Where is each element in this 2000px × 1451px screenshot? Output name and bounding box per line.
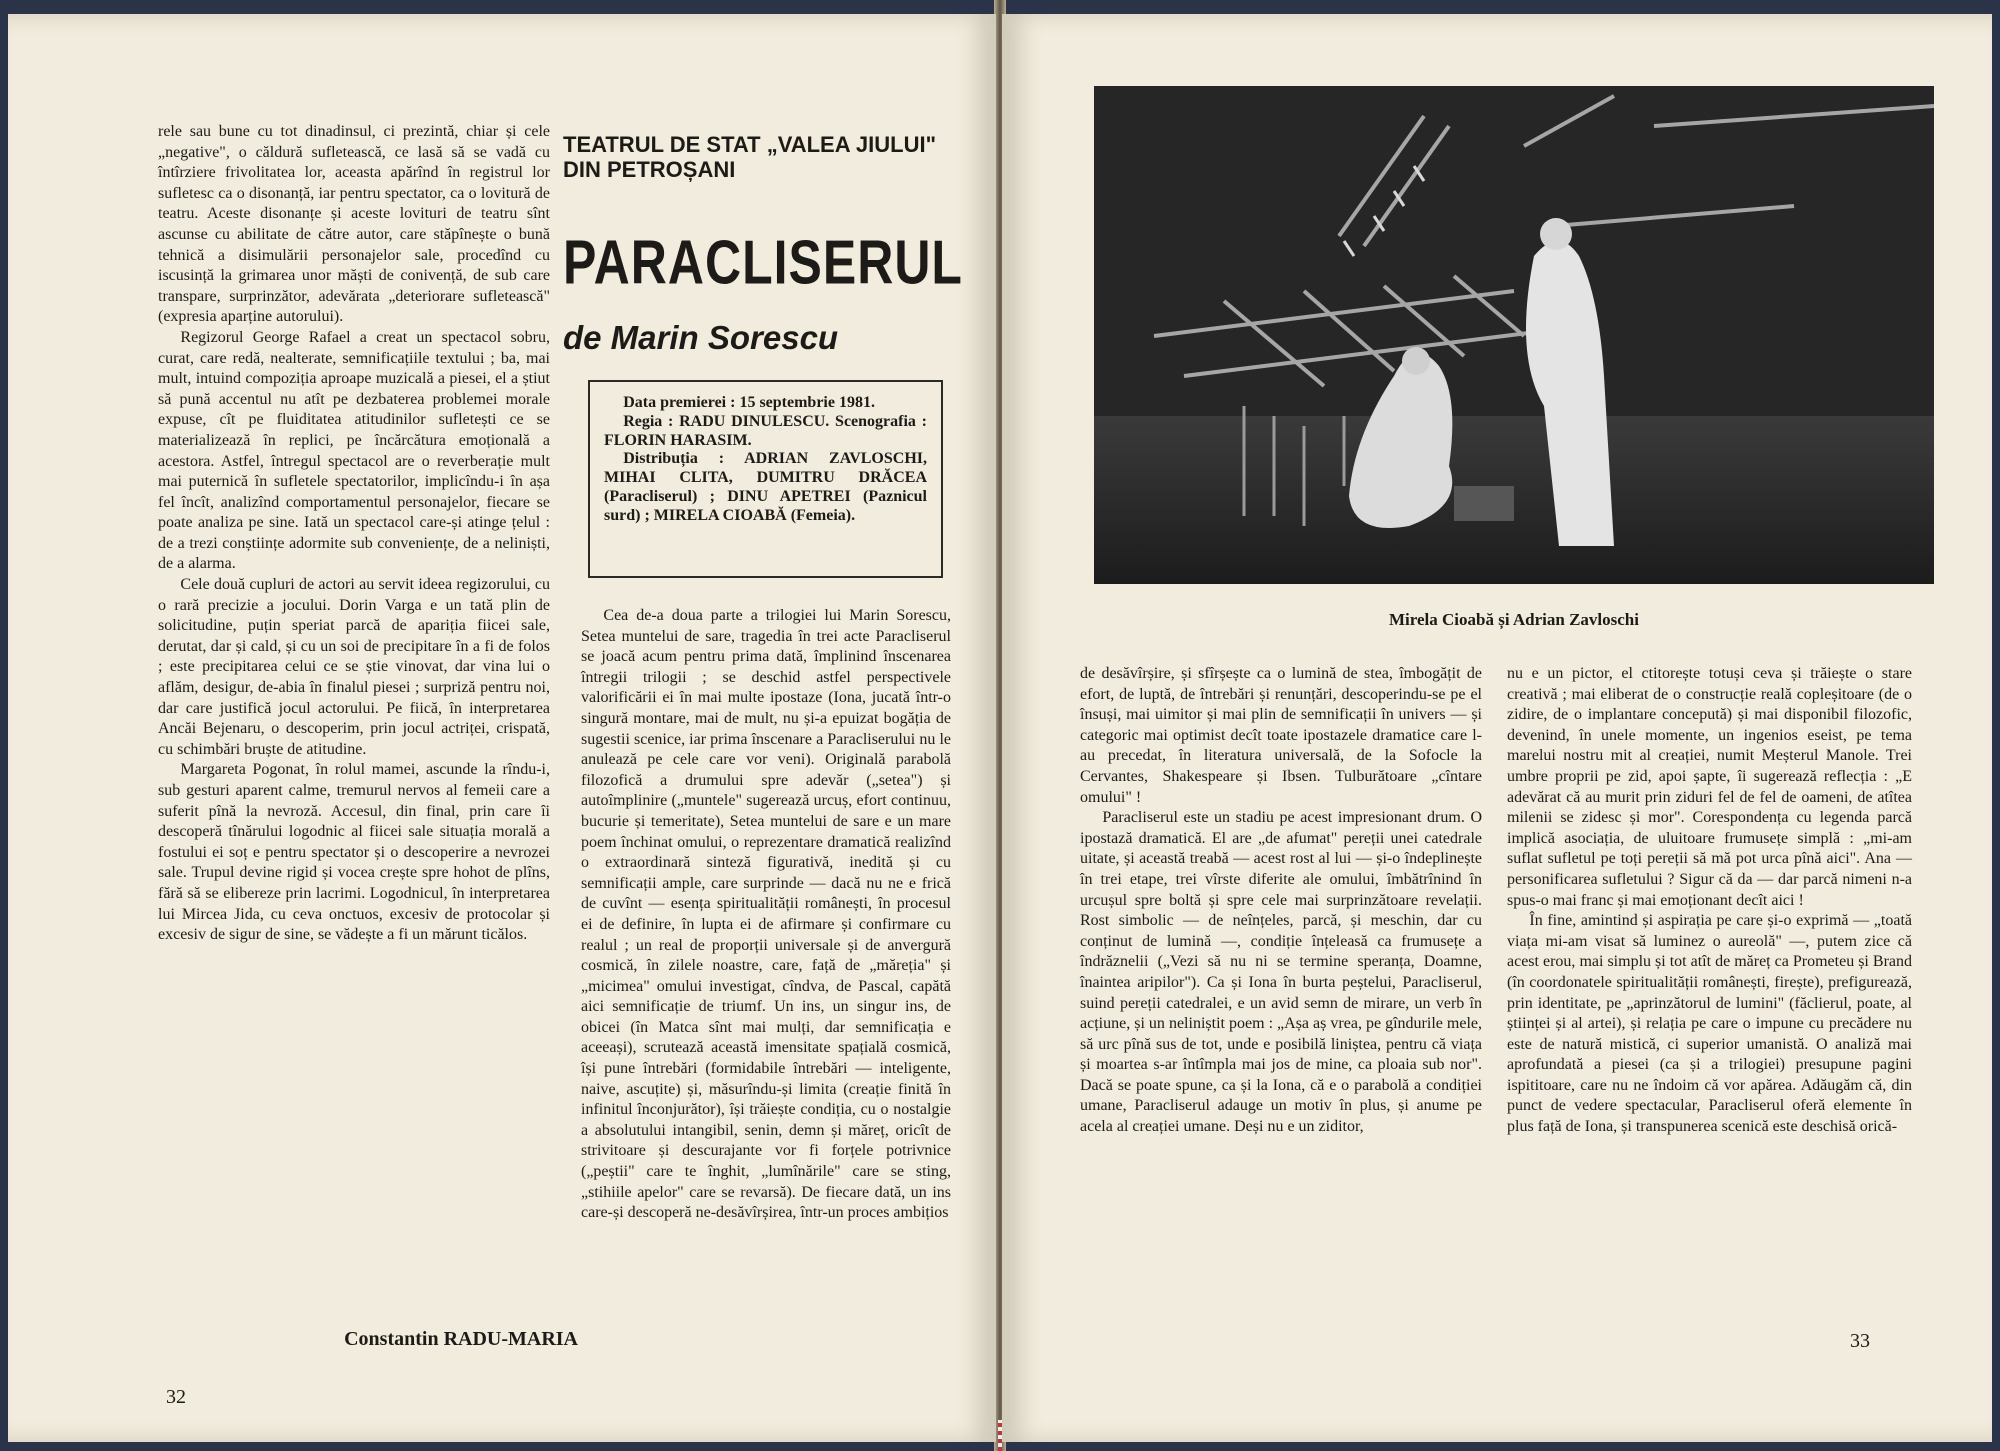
- play-author: de Marin Sorescu: [563, 319, 839, 356]
- review-paragraph: de desăvîrșire, și sfîrșește ca o lumină de stea, îmbogățit de efort, de luptă, de întrebări și renunțări, descoperindu-se pe el însuși, mai uimitor și mai plin de semnificații în univers — și categoric mai optimist decît toate ipostazele dramatice care l-au precedat, în literatura universală, de la Sofocle la Cervantes, Shakespeare și Ibsen. Tulburătoare „cîntare omului" !: [1080, 665, 1482, 806]
- right-page: [1002, 14, 1992, 1442]
- credits-box: [588, 380, 943, 578]
- page-number-right: 33: [1850, 1330, 1870, 1352]
- spine-stitch: [998, 1420, 1002, 1451]
- stage-photo: [1094, 86, 1934, 584]
- review-paragraph: Regizorul George Rafael a creat un spectacol sobru, curat, care redă, nealterate, semnificațiile textului ; ba, mai mult, intuind compoziția aproape muzicală a piesei, el a știut să pună accentul nu atît pe dezbaterea problemei morale expuse, cît pe fluiditatea atitudinilor sufletești ce se materializează în replici, pe încărcătura emoțională a acestora. Astfel, întregul spectacol are o reverberație mult mai puternică în sufletele spectatorilor, implicîndu-i în așa fel încît, analizînd comportamentul personajelor, fiecare se poate analiza pe sine. Iată un spectacol care-și atinge țelul : de a trezi conștiințe adormite sub conveniențe, de a neliniști, de a alarma.: [158, 328, 550, 573]
- review-paragraph: Paracliserul este un stadiu pe acest impresionant drum. O ipostază dramatică. El are „de afumat" pereții unei catedrale uitate, și această treabă — acest rost al lui — și-o îndeplinește în trei etape, trei vîrste diferite ale omului, îmbătrînind în urcușul spre boltă și spre cele mai surprinzătoare revelații. Rost simbolic — de neînțeles, parcă, și meschin, dar cu conținut de lumină —, condiție înțeleasă ca frumusețe a îndrăznelii („Vezi să nu ni se termine speranța, Doamne, înaintea aripilor"). Ca și Iona în burta peștelui, Paracliserul, suind pereții catedralei, e un avid semn de mirare, un verb în acțiune, și un neliniștit poem : „Așa aș vrea, pe gîndurile mele, să urc pînă sus de tot, unde e posibilă liniștea, pentru că viața și moartea s-ar întîmpla mai jos de mine, ca ploaia sub nor". Dacă se poate spune, ca și la Iona, că e o parabolă a condiției umane, Paracliserul adauge un motiv în plus, și anume pe acela al creației umane. Deși nu e un ziditor,: [1080, 809, 1482, 1136]
- play-title: PARACLISERUL: [563, 227, 963, 298]
- theatre-heading: TEATRUL DE STAT „VALEA JIULUI" DIN PETROȘANI: [563, 132, 937, 182]
- stage-photo-image: [1094, 86, 1934, 584]
- premiere-date: Data premierei : 15 septembrie 1981.: [623, 394, 875, 411]
- direction-credits: Regia : RADU DINULESCU. Scenografia : FLORIN HARASIM.: [604, 412, 927, 449]
- review-paragraph: Cele două cupluri de actori au servit ideea regizorului, cu o rară precizie a jocului. Dorin Varga e un tată plin de solicitudine, puțin speriat parcă de apariția fiicei sale, derutat, dar și cald, și cu un soi de precipitare în a fi de folos ; este precipitarea celui ce se știe vinovat, dar vina lui o aflăm, desigur, de-abia în finalul piesei ; surpriză pentru noi, dar care justifică jocul actorului. Pe fiică, în interpretarea Ancăi Bejenaru, o descoperim, prin jocul actriței, crispată, cu schimbări bruște de atitudine.: [158, 576, 550, 758]
- review-column-left: [1080, 664, 1482, 1138]
- review-column-right: [1507, 664, 1912, 1138]
- left-page: [8, 14, 996, 1442]
- review-paragraph: nu e un pictor, el ctitorește totuși ceva și trăiește o stare creativă ; mai eliberat de o construcție reală copleșitoare (de o zidire, de o implantare concepută) și mai disponibil filozofic, devenind, în unele momente, un ingenios eseist, pe tema marelui nostru mit al creației, numit Meșterul Manole. Trei umbre proprii pe zid, apoi șapte, îi sugerează reflecția : „E adevărat că au murit prin ziduri fel de fel de oameni, de atîtea milenii se zidesc și mor". Corespondența cu legenda parcă implică asociația, de uluitoare frumusețe simplă : „mi-am suflat sufletul pe toți pereții să mă pot urca pînă aici". Ana — personificarea sufletului ? Sigur că da — dar parcă nimeni n-a spus-o mai franc și mai emoționant decît aici !: [1507, 665, 1912, 909]
- cast-list: Distribuția : ADRIAN ZAVLOSCHI, MIHAI CLITA, DUMITRU DRĂCEA (Paracliserul) ; DINU APETREI (Paznicul surd) ; MIRELA CIOABĂ (Femeia).: [604, 450, 927, 524]
- review-paragraph: În fine, amintind și aspirația pe care și-o exprimă — „toată viața mi-am visat să luminez o aureolă" —, putem zice că acest erou, mai simplu și tot atît de măreț ca Prometeu și Brand (în coordonatele spiritualității românești, firește), prefigurează, prin identitate, pe „aprinzătorul de lumini" (făclierul, poate, al științei și al artei), și relația pe care o impune cu precădere nu este de natură mistică, ci superior umanistă. O analiză mai aprofundată a piesei (ca și a trilogiei) presupune pagini ispititoare, care nu ne îndoim că vor apărea. Adăugăm că, din punct de vedere spectacular, Paracliserul oferă elemente în plus față de Iona, și transpunerea scenică este deschisă orică-: [1507, 912, 1912, 1136]
- page-number-left: 32: [166, 1386, 186, 1408]
- review-paragraph: Margareta Pogonat, în rolul mamei, ascunde la rîndu-i, sub gesturi aparent calme, tremurul nervos al femeii care a suferit pînă la nevroză. Accesul, din final, prin care îi descoperă tînărului logodnic al fiicei sale situația morală a fostului ei soț e pentru spectator și o descoperire a nevrozei sale. Trupul devine rigid și vocea crește spre hohot de plîns, fără să se elibereze prin lacrimi. Logodnicul, în interpretarea lui Mircea Jida, cu ceva onctuos, excesiv de protocolar și excesiv de sigur de sine, se vădește a fi un mărunt ticălos.: [158, 761, 550, 944]
- review-paragraph: rele sau bune cu tot dinadinsul, ci prezintă, chiar și cele „negative", o căldură sufletească, ce lasă să se vadă cu întîrziere frivolitatea lor, aceasta apărînd în registrul lor sufletesc ca o disonanță, iar pentru spectator, ca o lovitură de teatru. Aceste disonanțe și aceste lovituri de teatru sînt ascunse cu abilitate de către autor, care stăpînește o bună tehnică a disimulării personajelor sale, procedînd cu iscusință la grimarea unor măști de conivență, de sub care transpare, surprinzător, adevărata „deteriorare sufletească" (expresia aparține autorului).: [158, 123, 550, 326]
- review-paragraph: Cea de-a doua parte a trilogiei lui Marin Sorescu, Setea muntelui de sare, tragedia în trei acte Paracliserul se joacă acum pentru prima dată, împlinind înscenarea întregii trilogii ; se deschid astfel perspectivele valorificării ei în mai multe ipostaze (Iona, jucată într-o singură montare, mai de mult, nu și-a epuizat bogăția de sugestii scenice, iar prima înscenare a Paracliserului nu le anulează pe cele care vor veni). Originală parabolă filozofică a drumului spre adevăr („setea") și autoîmplinire („muntele" sugerează urcuș, efort continuu, bucurie și temeritate), Setea muntelui de sare e un mare poem închinat omului, o reprezentare dramatică realizînd o extraordinară sinteză figurativă, inedită și cu semnificații ample, care surprinde — dacă nu ne e frică de cuvînt — esența spiritualității românești, în procesul ei de definire, în lupta ei de afirmare și confirmare cu realul ; un real de proporții universale și de anvergură cosmică, în zilele noastre, care, față de „măreția" și „micimea" omului investigat, cîndva, de Pascal, capătă aici semnificație de triumf. Un ins, un singur ins, de obicei (în Matca sînt mai mulți, dar semnificația e aceeași), scrutează această imensitate spațială cosmică, își pune întrebări (formidabile întrebări — inteligente, naive, ascuțite) și, măsurîndu-și limita (creație finită în infinitul înconjurător), își trăiește condiția, cu o nostalgie a absolutului intangibil, senin, demn și măreț, oricît de strivitoare și descurajante vor fi forțele potrivnice („peștii" care te înghit, „lumînările" care se sting, „stihiile apelor" care se revarsă). De fiecare dată, un ins care-și descoperă ne-desăvîrșirea, într-un proces ambițios: [581, 607, 951, 1222]
- review-signature: Constantin RADU-MARIA: [344, 1328, 578, 1350]
- play-review-column: [581, 606, 951, 1224]
- review-column: [158, 122, 550, 946]
- photo-caption: Mirela Cioabă și Adrian Zavloschi: [1389, 610, 1639, 629]
